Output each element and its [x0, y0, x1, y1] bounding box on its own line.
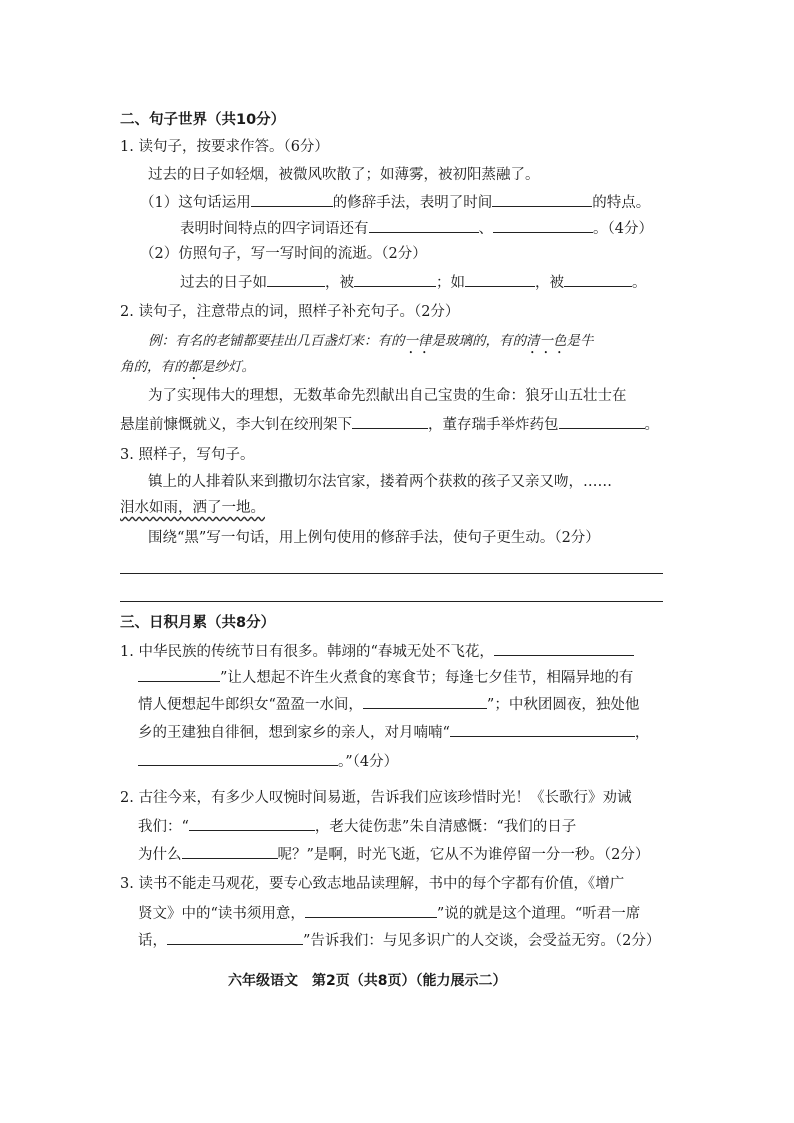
- dotted-word: 一律: [404, 333, 432, 349]
- text: ，: [634, 725, 650, 741]
- text: 贤文》中的“读书须用意，: [138, 906, 305, 922]
- question-line: [138, 720, 649, 744]
- answer-blank[interactable]: [189, 814, 315, 831]
- text: 1. 中华民族的传统节日有很多。韩翊的“春城无处不飞花，: [120, 644, 494, 660]
- example-line: [120, 356, 255, 383]
- example-line: 镇上的人排着队来到撒切尔法官家，搂着两个获救的孩子又亲又吻，……: [148, 474, 612, 490]
- answer-blank[interactable]: [494, 639, 634, 656]
- question-line: [138, 749, 398, 773]
- body-line: [120, 412, 659, 436]
- question-prompt: 1. 读句子，按要求作答。（6分）: [120, 139, 329, 155]
- text: 的特点。: [592, 195, 651, 211]
- answer-blank[interactable]: [138, 749, 338, 766]
- text: ，被: [535, 275, 564, 291]
- question-line: [138, 814, 576, 838]
- text: ”；中秋团圆夜，独处他: [486, 697, 640, 713]
- text: ，董存瑞手举炸药包: [428, 417, 559, 433]
- answer-blank[interactable]: [369, 216, 479, 233]
- text: ”告诉我们：与见多识广的人交谈，会受益无穷。（2分）: [303, 933, 661, 949]
- answer-blank[interactable]: [352, 412, 428, 429]
- answer-blank[interactable]: [267, 270, 325, 287]
- sub-question-line: [180, 270, 647, 294]
- answer-blank[interactable]: [465, 270, 535, 287]
- text: 。: [644, 417, 659, 433]
- answer-blank[interactable]: [251, 190, 333, 207]
- text: 呢？”是啊，时光飞逝，它从不为谁停留一分一秒。（2分）: [277, 847, 650, 863]
- question-line: 2. 古往今来，有多少人叹惋时间易逝，告诉我们应该珍惜时光！《长歌行》劝诫: [120, 790, 632, 806]
- text: ，老大徒伤悲”朱自清感慨：“我们的日子: [314, 819, 577, 835]
- question-prompt: 2. 读句子，注意带点的词，照样子补充句子。（2分）: [120, 304, 460, 320]
- answer-blank[interactable]: [559, 412, 645, 429]
- dotted-word: 清一色: [526, 333, 567, 349]
- text: 例：有名的老铺都要挂出几百盏灯来：有的: [148, 333, 405, 349]
- dotted-word: 都: [187, 359, 201, 375]
- text: 的修辞手法，表明了时间: [332, 195, 493, 211]
- text: 。: [632, 275, 647, 291]
- question-line: [138, 901, 640, 925]
- example-line: [148, 330, 594, 357]
- answer-blank[interactable]: [167, 928, 303, 945]
- task-line: 围绕“黑”写一句话，用上例句使用的修辞手法，使句子更生动。（2分）: [148, 530, 600, 546]
- section-title: 二、句子世界（共10分）: [120, 112, 286, 128]
- example-sentence: 过去的日子如轻烟，被微风吹散了；如薄雾，被初阳蒸融了。: [148, 167, 540, 183]
- answer-blank[interactable]: [182, 842, 278, 859]
- writing-line[interactable]: [120, 601, 663, 602]
- answer-blank[interactable]: [363, 692, 487, 709]
- question-line: 3. 读书不能走马观花，要专心致志地品读理解，书中的每个字都有价值，《增广: [120, 876, 625, 892]
- text: ，被: [325, 275, 354, 291]
- section-title: 三、日积月累（共8分）: [120, 615, 276, 631]
- text: 是纱灯。: [201, 359, 255, 375]
- text: ；如: [436, 275, 465, 291]
- question-line: [138, 842, 649, 866]
- question-line: [138, 665, 633, 689]
- sub-question-line: [180, 216, 653, 240]
- answer-blank[interactable]: [564, 270, 632, 287]
- text: ”让人想起不许生火煮食的寒食节；每逢七夕佳节，相隔异地的有: [220, 670, 634, 686]
- text: 。”（4分）: [338, 754, 399, 770]
- wavy-underlined-text: 泪水如雨，洒了一地。: [120, 500, 265, 516]
- question-line: [120, 639, 634, 663]
- text: 我们：“: [138, 819, 189, 835]
- question-line: [138, 692, 639, 716]
- sub-question-prompt: （2）仿照句子，写一写时间的流逝。（2分）: [140, 246, 427, 262]
- text: 情人便想起牛郎织女“盈盈一水间，: [138, 697, 363, 713]
- answer-blank[interactable]: [493, 216, 593, 233]
- text: 悬崖前慷慨就义，李大钊在绞刑架下: [120, 417, 352, 433]
- text: （1）这句话运用: [140, 195, 251, 211]
- answer-blank[interactable]: [305, 901, 437, 918]
- text: 过去的日子如: [180, 275, 267, 291]
- page-footer: 六年级语文 第2页（共8页）（能力展示二）: [228, 973, 507, 989]
- text: 为什么: [138, 847, 182, 863]
- text: 、: [478, 221, 493, 237]
- answer-blank[interactable]: [138, 665, 220, 682]
- answer-blank[interactable]: [492, 190, 592, 207]
- question-prompt: 3. 照样子，写句子。: [120, 447, 255, 463]
- answer-blank[interactable]: [354, 270, 436, 287]
- example-line: [120, 497, 265, 519]
- text: 是牛: [566, 333, 594, 349]
- text: 表明时间特点的四字词语还有: [180, 221, 369, 237]
- text: ”说的就是这个道理。“听君一席: [436, 906, 641, 922]
- sub-question-line: [140, 190, 650, 214]
- text: 是玻璃的，有的: [431, 333, 526, 349]
- text: 乡的王建独自徘徊，想到家乡的亲人，对月喃喃“: [138, 725, 450, 741]
- text: 。（4分）: [593, 221, 653, 237]
- question-line: [138, 928, 660, 952]
- writing-line[interactable]: [120, 573, 663, 574]
- text: 角的，有的: [120, 359, 188, 375]
- text: 话，: [138, 933, 167, 949]
- answer-blank[interactable]: [450, 720, 635, 737]
- body-line: 为了实现伟大的理想，无数革命先烈献出自己宝贵的生命：狼牙山五壮士在: [148, 388, 627, 404]
